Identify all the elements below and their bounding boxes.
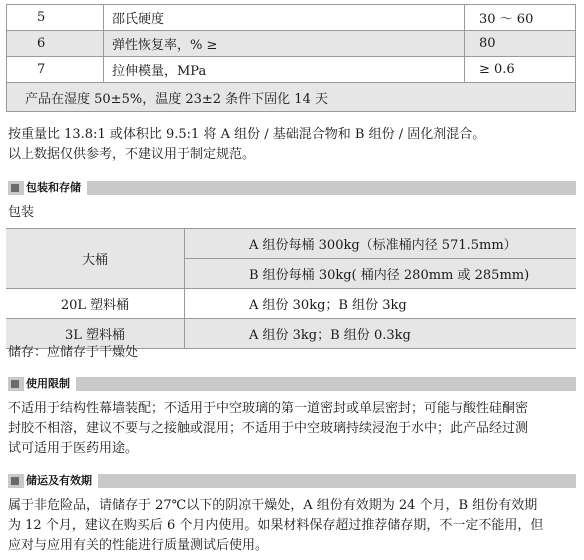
shelf-life-paragraph [8, 496, 580, 556]
section-header-shelf-life [8, 474, 576, 488]
section-title: 包装和存储 [24, 180, 87, 196]
package-detail: A 组份每桶 300kg（标准桶内径 571.5mm） [185, 229, 577, 259]
mix-ratio-text: 按重量比 13.8:1 或体积比 9.5:1 将 A 组份 / 基础混合物和 B 组份 / 固化剂混合。 [8, 127, 486, 142]
text-line: 试可适用于医药用途。 [8, 441, 139, 456]
row-number: 6 [7, 31, 104, 57]
row-number: 7 [7, 57, 104, 83]
packaging-table [6, 228, 576, 349]
section-header-packaging [8, 181, 576, 195]
table-row [7, 57, 576, 83]
package-detail: A 组份 3kg；B 组份 0.3kg [185, 319, 577, 349]
table-row [6, 289, 576, 319]
table-row [7, 5, 576, 31]
text-line: 封胶不相溶，建议不要与之接触或混用；不适用于中空玻璃持续浸泡于水中；此产品经过测 [8, 421, 529, 436]
storage-text: 储存：应储存于干燥处 [8, 345, 139, 360]
table-row [7, 31, 576, 57]
section-header-limits [8, 377, 576, 391]
cure-condition-note: 产品在湿度 50±5%，温度 23±2 条件下固化 14 天 [7, 83, 576, 112]
section-title: 使用限制 [24, 376, 76, 392]
section-marker-icon [11, 477, 19, 485]
section-marker-icon [11, 380, 19, 388]
package-type: 20L 塑料桶 [6, 289, 185, 319]
property-name: 邵氏硬度 [104, 5, 465, 31]
property-value: 30 ～ 60 [465, 5, 576, 31]
package-type: 3L 塑料桶 [6, 319, 185, 349]
package-detail: B 组份每桶 30kg( 桶内径 280mm 或 285mm) [185, 259, 577, 289]
table-row [6, 229, 576, 259]
limits-paragraph [8, 399, 580, 459]
property-value: ≥ 0.6 [465, 57, 576, 83]
package-detail: A 组份 30kg；B 组份 3kg [185, 289, 577, 319]
property-name: 拉伸模量，MPa [104, 57, 465, 83]
section-title: 储运及有效期 [24, 473, 98, 489]
text-line: 不适用于结构性幕墙装配；不适用于中空玻璃的第一道密封或单层密封；可能与酸性硅酮密 [8, 401, 529, 416]
disclaimer-text: 以上数据仅供参考，不建议用于制定规范。 [8, 147, 256, 162]
table-row [7, 83, 576, 112]
text-line: 为 12 个月，建议在购买后 6 个月内使用。如果材料保存超过推荐储存期，不一定不能用，但 [8, 518, 544, 533]
text-line: 属于非危险品，请储存于 27℃以下的阴凉干燥处，A 组份有效期为 24 个月，B 组份有效期 [8, 498, 538, 513]
text-line: 应对与应用有关的性能进行质量测试后使用。 [8, 538, 269, 553]
property-value: 80 [465, 31, 576, 57]
packaging-label: 包装 [8, 205, 35, 220]
section-marker-icon [11, 184, 19, 192]
package-type: 大桶 [6, 229, 185, 289]
property-name: 弹性恢复率，% ≥ [104, 31, 465, 57]
spec-table [6, 4, 576, 112]
row-number: 5 [7, 5, 104, 31]
